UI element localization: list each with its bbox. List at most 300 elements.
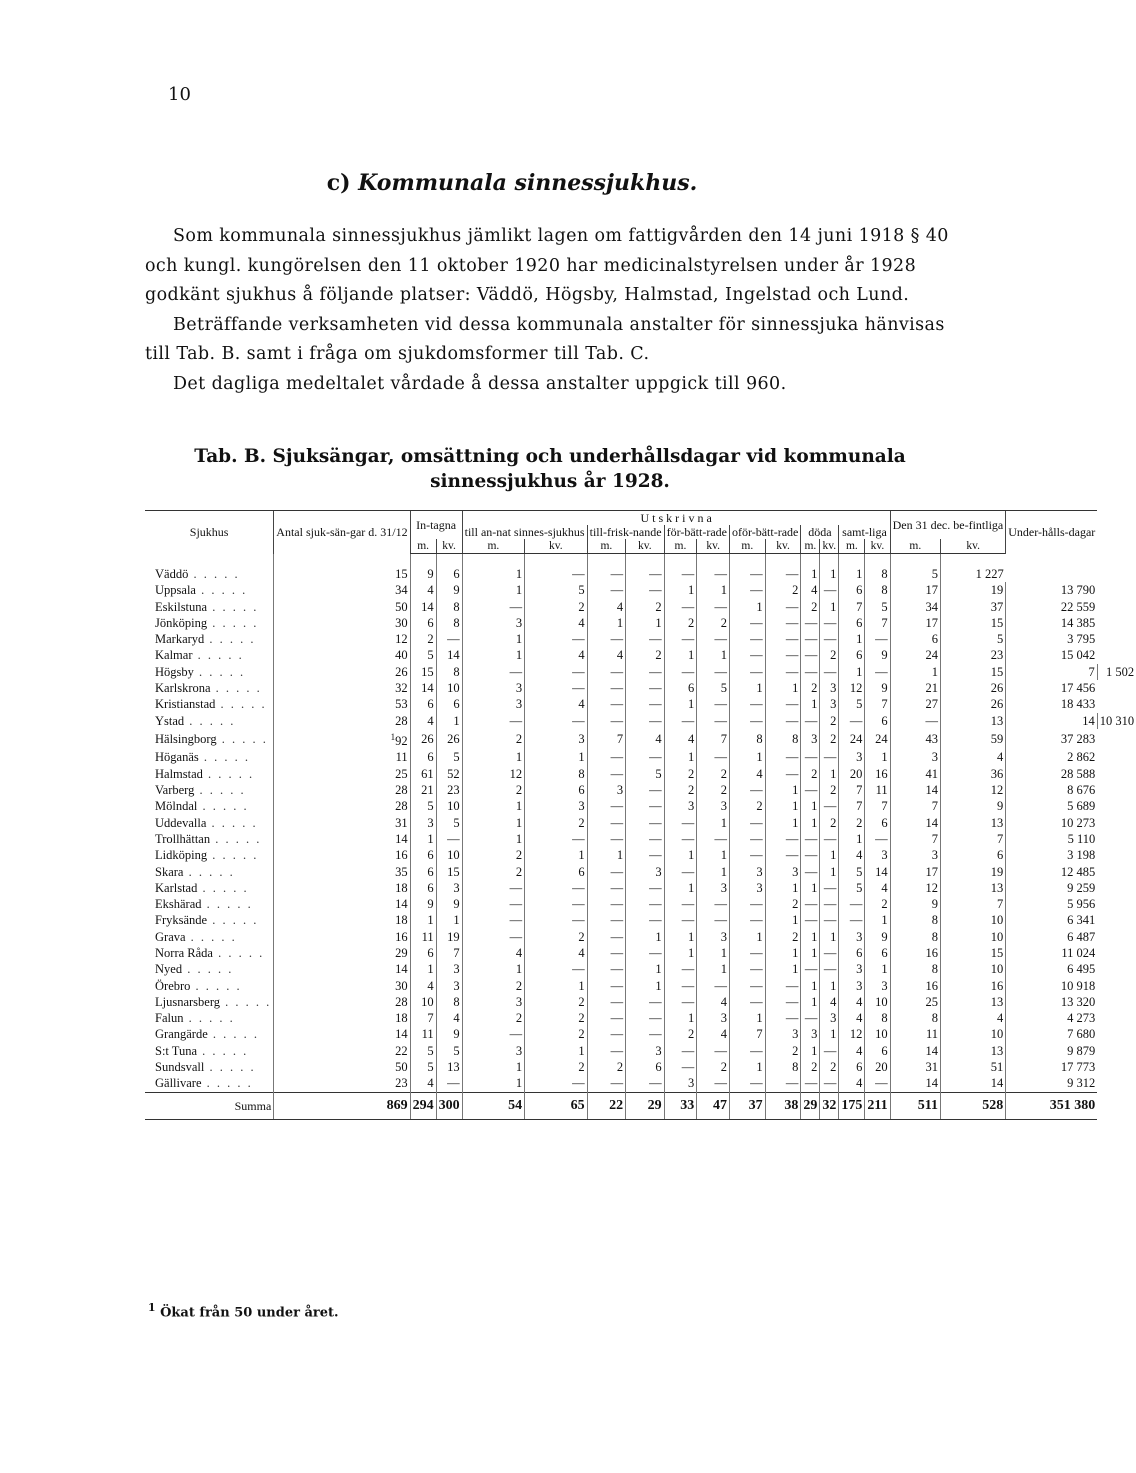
table-cell: 13 790 bbox=[1006, 582, 1098, 598]
table-cell: 7 bbox=[729, 1026, 765, 1042]
table-cell: 11 bbox=[890, 1026, 940, 1042]
table-cell: — bbox=[587, 831, 625, 847]
hospital-name bbox=[145, 945, 274, 961]
table-cell: 9 879 bbox=[1006, 1043, 1098, 1059]
table-row bbox=[145, 847, 1136, 863]
table-cell: 4 bbox=[410, 1075, 436, 1092]
table-cell: — bbox=[765, 978, 801, 994]
table-cell: 1 bbox=[664, 696, 697, 712]
table-cell: 1 bbox=[462, 1075, 525, 1092]
table-cell: 14 bbox=[865, 864, 890, 880]
table-caption: Tab. B. Sjuksängar, omsättning och underhållsdagar vid kommunala sinnessjukhus år 1928. bbox=[194, 446, 906, 492]
table-cell: 28 bbox=[274, 994, 410, 1010]
table-cell: 3 bbox=[839, 961, 865, 977]
table-cell: 16 bbox=[890, 945, 940, 961]
leader-dots: . . . . . bbox=[207, 599, 259, 614]
paragraph-1: Som kommunala sinnessjukhus jämlikt lagen om fattigvården den 14 juni 1918 § 40 och kungl. kungörelsen den 11 oktober 1920 har medicinalstyrelsen under år 1928 godkänt sjukhus å följande platser: Väddö, Högsby, Halmstad, Ingelstad och Lund. bbox=[145, 226, 949, 305]
table-cell: — bbox=[729, 978, 765, 994]
table-row bbox=[145, 1059, 1136, 1075]
table-cell: 14 bbox=[274, 1026, 410, 1042]
table-cell: — bbox=[865, 631, 890, 647]
table-cell: 6 bbox=[839, 1059, 865, 1075]
table-cell: 17 bbox=[890, 582, 940, 598]
table-cell: 2 bbox=[839, 815, 865, 831]
table-cell: — bbox=[820, 1075, 839, 1092]
table-cell: — bbox=[801, 749, 820, 765]
table-cell: 9 259 bbox=[1006, 880, 1098, 896]
table-cell: 1 bbox=[697, 815, 730, 831]
table-cell: 11 bbox=[865, 782, 890, 798]
header-women: kv. bbox=[820, 539, 839, 554]
table-cell: 1 bbox=[462, 1059, 525, 1075]
table-row bbox=[145, 631, 1136, 647]
header-women: kv. bbox=[941, 539, 1006, 554]
table-cell: 18 433 bbox=[1006, 696, 1098, 712]
table-cell: — bbox=[729, 1075, 765, 1092]
table-cell: 6 bbox=[626, 1059, 665, 1075]
table-cell: 3 bbox=[587, 782, 625, 798]
table-cell: 4 bbox=[729, 766, 765, 782]
table-cell: 9 bbox=[436, 1026, 462, 1042]
hospital-name bbox=[145, 831, 274, 847]
summa-row bbox=[145, 1092, 1136, 1119]
table-cell: — bbox=[462, 912, 525, 928]
table-cell: — bbox=[839, 713, 865, 729]
table-cell: — bbox=[664, 896, 697, 912]
table-body bbox=[145, 554, 1136, 1120]
col-forbattrade: för-bätt-rade bbox=[664, 525, 729, 539]
table-cell: 6 bbox=[839, 647, 865, 663]
table-cell: 1 bbox=[664, 929, 697, 945]
table-cell: 5 956 bbox=[1006, 896, 1098, 912]
table-cell: — bbox=[801, 831, 820, 847]
table-cell: 1 bbox=[410, 831, 436, 847]
table-cell: 294 bbox=[410, 1092, 436, 1119]
table-cell: — bbox=[765, 847, 801, 863]
col-till-annat: till an-nat sinnes-sjukhus bbox=[462, 525, 587, 539]
hospital-name bbox=[145, 896, 274, 912]
table-cell: 3 198 bbox=[1006, 847, 1098, 863]
table-cell: 9 bbox=[890, 896, 940, 912]
table-cell: 14 bbox=[890, 782, 940, 798]
table-cell: 7 bbox=[865, 615, 890, 631]
table-row bbox=[145, 766, 1136, 782]
leader-dots: . . . . . bbox=[197, 799, 249, 814]
table-cell: 14 bbox=[274, 961, 410, 977]
table-cell: — bbox=[626, 831, 665, 847]
table-cell: 1 bbox=[820, 766, 839, 782]
table-cell: 8 676 bbox=[1006, 782, 1098, 798]
col-utskrivna: U t s k r i v n a bbox=[462, 511, 890, 526]
table-cell: 2 bbox=[801, 599, 820, 615]
table-cell: 1 bbox=[801, 696, 820, 712]
table-cell: 29 bbox=[274, 945, 410, 961]
table-cell: — bbox=[801, 864, 820, 880]
table-cell: 1 bbox=[765, 798, 801, 814]
col-intagna: In-tagna bbox=[410, 511, 462, 540]
table-cell: 2 bbox=[729, 798, 765, 814]
table-cell: 1 bbox=[462, 554, 525, 583]
row-label: Markaryd bbox=[155, 632, 205, 647]
table-cell: 8 bbox=[436, 615, 462, 631]
table-cell: — bbox=[697, 912, 730, 928]
table-cell: — bbox=[801, 782, 820, 798]
table-cell: — bbox=[697, 713, 730, 729]
row-label: Kalmar bbox=[155, 648, 193, 663]
table-cell: — bbox=[697, 831, 730, 847]
table-cell: 17 456 bbox=[1006, 680, 1098, 696]
table-cell: 4 bbox=[697, 994, 730, 1010]
table-cell: — bbox=[729, 815, 765, 831]
col-oforbattrade: oför-bätt-rade bbox=[729, 525, 800, 539]
table-cell: — bbox=[890, 713, 940, 729]
table-row bbox=[145, 582, 1136, 598]
table-cell: 1 bbox=[801, 978, 820, 994]
table-cell: — bbox=[820, 1043, 839, 1059]
body-text bbox=[145, 222, 955, 399]
table-cell: — bbox=[765, 647, 801, 663]
table-cell: — bbox=[436, 631, 462, 647]
table-cell: 6 487 bbox=[1006, 929, 1098, 945]
table-cell: — bbox=[587, 1010, 625, 1026]
table-cell: 1 bbox=[626, 929, 665, 945]
leader-dots: . . . . . bbox=[220, 994, 272, 1009]
table-row bbox=[145, 615, 1136, 631]
leader-dots: . . . . . bbox=[207, 913, 259, 928]
table-cell: 11 024 bbox=[1006, 945, 1098, 961]
table-cell: — bbox=[729, 994, 765, 1010]
table-cell: 7 bbox=[436, 945, 462, 961]
table-cell: — bbox=[626, 847, 665, 863]
table-cell: 1 bbox=[729, 929, 765, 945]
table-cell: 1 bbox=[697, 864, 730, 880]
table-cell: 4 bbox=[525, 615, 588, 631]
table-cell: 1 bbox=[462, 798, 525, 814]
table-cell: 21 bbox=[410, 782, 436, 798]
table-cell: 3 bbox=[729, 880, 765, 896]
table-cell: 511 bbox=[890, 1092, 940, 1119]
table-cell: — bbox=[587, 1043, 625, 1059]
table-cell: — bbox=[765, 599, 801, 615]
table-cell: 1 bbox=[765, 680, 801, 696]
table-cell: — bbox=[697, 696, 730, 712]
table-cell: 1 bbox=[729, 599, 765, 615]
table-cell: 1 bbox=[820, 978, 839, 994]
table-cell: 10 bbox=[436, 847, 462, 863]
table-cell: — bbox=[626, 798, 665, 814]
table-cell: 6 bbox=[410, 749, 436, 765]
table-cell: 13 bbox=[941, 815, 1006, 831]
table-cell: — bbox=[587, 896, 625, 912]
table-cell: 16 bbox=[865, 766, 890, 782]
table-cell: 6 bbox=[410, 864, 436, 880]
table-cell: — bbox=[801, 615, 820, 631]
hospital-name bbox=[145, 615, 274, 631]
table-cell: — bbox=[626, 713, 665, 729]
table-cell: — bbox=[664, 831, 697, 847]
row-label: Hälsingborg bbox=[155, 732, 217, 747]
leader-dots: . . . . . bbox=[197, 1043, 249, 1058]
table-cell: 14 bbox=[1006, 713, 1098, 729]
col-samtliga: samt-liga bbox=[839, 525, 890, 539]
table-cell: 3 bbox=[820, 1010, 839, 1026]
table-cell: 1 bbox=[525, 847, 588, 863]
table-cell: — bbox=[462, 880, 525, 896]
table-row bbox=[145, 1043, 1136, 1059]
table-cell: 12 bbox=[941, 782, 1006, 798]
table-cell: 1 bbox=[626, 961, 665, 977]
table-cell: 2 bbox=[765, 1043, 801, 1059]
table-cell: 7 bbox=[587, 729, 625, 749]
table-cell: — bbox=[525, 713, 588, 729]
table-cell: — bbox=[462, 713, 525, 729]
table-cell: — bbox=[765, 713, 801, 729]
table-cell: 24 bbox=[839, 729, 865, 749]
header-men: m. bbox=[462, 539, 525, 554]
header-men: m. bbox=[587, 539, 625, 554]
table-cell: 20 bbox=[839, 766, 865, 782]
table-row bbox=[145, 599, 1136, 615]
table-cell: — bbox=[865, 664, 890, 680]
table-cell: — bbox=[462, 599, 525, 615]
table-cell: — bbox=[729, 615, 765, 631]
table-cell: 26 bbox=[941, 696, 1006, 712]
table-cell: 5 bbox=[436, 815, 462, 831]
table-cell: 11 bbox=[274, 749, 410, 765]
table-cell: 5 bbox=[410, 1059, 436, 1075]
table-cell: 4 bbox=[587, 599, 625, 615]
table-cell: 2 bbox=[664, 615, 697, 631]
header-women: kv. bbox=[626, 539, 665, 554]
table-cell: — bbox=[820, 896, 839, 912]
table-cell: — bbox=[801, 1010, 820, 1026]
table-cell: 7 bbox=[839, 782, 865, 798]
leader-dots: . . . . . bbox=[183, 1011, 235, 1026]
table-cell: 7 bbox=[839, 798, 865, 814]
table-cell: 2 bbox=[865, 896, 890, 912]
hospital-name bbox=[145, 864, 274, 880]
table-cell: 7 bbox=[697, 729, 730, 749]
table-cell: 14 385 bbox=[1006, 615, 1098, 631]
table-cell: — bbox=[436, 1075, 462, 1092]
table-cell: 1 bbox=[765, 782, 801, 798]
table-cell: — bbox=[664, 1059, 697, 1075]
table-row bbox=[145, 994, 1136, 1010]
table-cell: — bbox=[729, 582, 765, 598]
table-cell: 5 110 bbox=[1006, 831, 1098, 847]
table-cell: — bbox=[839, 896, 865, 912]
table-cell: 8 bbox=[525, 766, 588, 782]
table-cell: 36 bbox=[941, 766, 1006, 782]
leader-dots: . . . . . bbox=[201, 897, 253, 912]
page-number: 10 bbox=[168, 84, 191, 105]
table-cell: 37 bbox=[941, 599, 1006, 615]
row-label: Ekshärad bbox=[155, 897, 202, 912]
table-cell: — bbox=[697, 631, 730, 647]
table-cell: 2 bbox=[820, 647, 839, 663]
hospital-name bbox=[145, 729, 274, 749]
table-cell: 6 bbox=[410, 880, 436, 896]
table-cell: 7 bbox=[890, 798, 940, 814]
table-cell: 12 bbox=[839, 1026, 865, 1042]
row-label: Höganäs bbox=[155, 750, 199, 765]
table-cell: 3 bbox=[525, 729, 588, 749]
table-cell: 2 bbox=[525, 1059, 588, 1075]
table-cell: — bbox=[729, 713, 765, 729]
table-cell: 47 bbox=[697, 1092, 730, 1119]
row-label: Karlskrona bbox=[155, 681, 211, 696]
row-label: Falun bbox=[155, 1011, 184, 1026]
table-cell: 43 bbox=[890, 729, 940, 749]
table-cell: 18 bbox=[274, 880, 410, 896]
table-cell: 4 bbox=[525, 696, 588, 712]
table-cell: — bbox=[801, 664, 820, 680]
table-cell: 12 bbox=[890, 880, 940, 896]
table-cell: 19 bbox=[436, 929, 462, 945]
table-cell: — bbox=[626, 896, 665, 912]
table-cell: 35 bbox=[274, 864, 410, 880]
table-cell: 7 bbox=[865, 798, 890, 814]
table-cell: 13 bbox=[941, 713, 1006, 729]
table-cell: 9 bbox=[436, 896, 462, 912]
table-cell: 9 bbox=[436, 582, 462, 598]
table-cell: 3 bbox=[525, 798, 588, 814]
leader-dots: . . . . . bbox=[210, 831, 262, 846]
table-cell: 1 bbox=[462, 749, 525, 765]
col-sjukhus: Sjukhus bbox=[145, 511, 274, 554]
table-cell: 5 bbox=[941, 631, 1006, 647]
table-cell: 54 bbox=[462, 1092, 525, 1119]
table-cell: — bbox=[729, 847, 765, 863]
table-cell: — bbox=[697, 664, 730, 680]
table-cell: 4 bbox=[941, 749, 1006, 765]
table-cell: 351 380 bbox=[1006, 1092, 1098, 1119]
hospital-name bbox=[145, 994, 274, 1010]
table-cell: 14 bbox=[890, 1075, 940, 1092]
table-cell: 9 bbox=[410, 554, 436, 583]
table-cell: 6 bbox=[410, 945, 436, 961]
table-cell: — bbox=[462, 929, 525, 945]
table-cell: — bbox=[729, 912, 765, 928]
table-cell: 9 bbox=[410, 896, 436, 912]
table-cell: — bbox=[664, 912, 697, 928]
table-cell: 9 bbox=[865, 929, 890, 945]
table-cell: 65 bbox=[525, 1092, 588, 1119]
leader-dots: . . . . . bbox=[212, 945, 265, 960]
table-cell: — bbox=[587, 696, 625, 712]
table-cell: — bbox=[525, 961, 588, 977]
hospital-name bbox=[145, 664, 274, 680]
table-cell: — bbox=[626, 680, 665, 696]
header-men: m. bbox=[664, 539, 697, 554]
table-cell: 1 bbox=[729, 749, 765, 765]
table-cell: — bbox=[801, 647, 820, 663]
table-cell: 3 bbox=[697, 929, 730, 945]
table-cell: 23 bbox=[274, 1075, 410, 1092]
table-cell: 14 bbox=[890, 1043, 940, 1059]
table-cell: 211 bbox=[865, 1092, 890, 1119]
table-cell: 2 862 bbox=[1006, 749, 1098, 765]
table-cell: 2 bbox=[664, 766, 697, 782]
table-cell: 53 bbox=[274, 696, 410, 712]
table-cell: 11 bbox=[410, 1026, 436, 1042]
table-cell: 15 042 bbox=[1006, 647, 1098, 663]
table-cell: 9 bbox=[865, 680, 890, 696]
table-cell: 33 bbox=[664, 1092, 697, 1119]
table-cell: — bbox=[801, 912, 820, 928]
col-doda: döda bbox=[801, 525, 839, 539]
table-cell: 4 bbox=[839, 1043, 865, 1059]
row-label: Fryksände bbox=[155, 913, 208, 928]
table-cell: 1 bbox=[729, 680, 765, 696]
table-cell: 17 bbox=[890, 864, 940, 880]
table-cell: 3 bbox=[820, 696, 839, 712]
table-cell: — bbox=[697, 554, 730, 583]
table-cell: 1 bbox=[697, 847, 730, 863]
leader-dots: . . . . . bbox=[194, 783, 246, 798]
table-cell: 6 bbox=[410, 615, 436, 631]
leader-dots: . . . . . bbox=[197, 880, 249, 895]
table-cell: — bbox=[626, 880, 665, 896]
table-cell: 3 bbox=[436, 880, 462, 896]
table-cell: 24 bbox=[865, 729, 890, 749]
table-cell: 16 bbox=[941, 978, 1006, 994]
table-cell: 3 bbox=[765, 1026, 801, 1042]
row-label: Halmstad bbox=[155, 766, 203, 781]
hospital-name bbox=[145, 749, 274, 765]
hospital-name bbox=[145, 929, 274, 945]
table-cell: — bbox=[587, 978, 625, 994]
table-cell: 22 bbox=[587, 1092, 625, 1119]
hospital-name bbox=[145, 631, 274, 647]
table-cell: 10 bbox=[941, 961, 1006, 977]
table-cell: 15 bbox=[410, 664, 436, 680]
table-cell: 6 bbox=[436, 696, 462, 712]
leader-dots: . . . . . bbox=[182, 962, 234, 977]
table-cell: 27 bbox=[890, 696, 940, 712]
table-cell: 6 bbox=[436, 554, 462, 583]
table-cell: 6 bbox=[865, 945, 890, 961]
header-women: kv. bbox=[765, 539, 801, 554]
table-cell: — bbox=[820, 582, 839, 598]
table-cell: 24 bbox=[890, 647, 940, 663]
table-cell: — bbox=[765, 615, 801, 631]
row-label: S:t Tuna bbox=[155, 1043, 198, 1058]
table-cell: — bbox=[462, 1026, 525, 1042]
hospital-name bbox=[145, 1059, 274, 1075]
table-cell: — bbox=[729, 1043, 765, 1059]
hospital-name bbox=[145, 647, 274, 663]
table-cell: 28 bbox=[274, 798, 410, 814]
table-cell: — bbox=[765, 749, 801, 765]
table-cell: 3 bbox=[801, 1026, 820, 1042]
table-cell: 4 bbox=[626, 729, 665, 749]
table-cell: 1 bbox=[462, 631, 525, 647]
table-cell: — bbox=[664, 631, 697, 647]
table-cell: — bbox=[587, 880, 625, 896]
table-cell: — bbox=[729, 831, 765, 847]
table-cell: — bbox=[697, 749, 730, 765]
row-label: Uppsala bbox=[155, 583, 196, 598]
table-cell: 1 bbox=[525, 978, 588, 994]
table-cell: — bbox=[729, 896, 765, 912]
table-cell: — bbox=[697, 1075, 730, 1092]
table-cell: 6 495 bbox=[1006, 961, 1098, 977]
table-cell: 1 bbox=[462, 647, 525, 663]
table-cell: 10 bbox=[941, 1026, 1006, 1042]
leader-dots: . . . . . bbox=[201, 1076, 253, 1091]
table-cell: 6 bbox=[664, 680, 697, 696]
